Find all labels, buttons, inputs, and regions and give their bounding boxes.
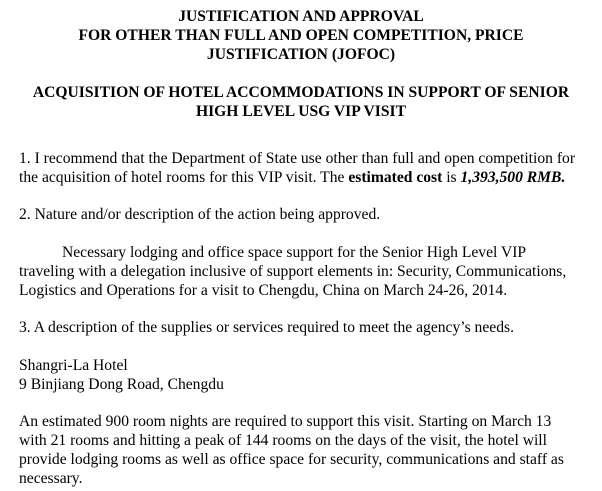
recommendation-line-1: 1. I recommend that the Department of State use other than full and open competition for: [19, 150, 576, 167]
section-2-heading: 2. Nature and/or description of the action being approved.: [19, 206, 381, 223]
body-line: necessary.: [19, 470, 83, 487]
estimated-cost-value: 1,393,500 RMB.: [460, 169, 566, 186]
subtitle-line: HIGH LEVEL USG VIP VISIT: [195, 103, 407, 120]
body-line: traveling with a delegation inclusive of support elements in: Security, Communications,: [19, 263, 567, 280]
body-line: provide lodging rooms as well as office space for security, communications and staff as: [19, 451, 564, 468]
hotel-name: Shangri-La Hotel: [19, 357, 128, 374]
body-line: An estimated 900 room nights are required to support this visit. Starting on March 13: [19, 413, 552, 430]
section-3-heading: 3. A description of the supplies or services required to meet the agency’s needs.: [19, 319, 514, 336]
title-line: JUSTIFICATION (JOFOC): [206, 46, 396, 63]
body-line: Necessary lodging and office space support for the Senior High Level VIP: [62, 244, 527, 261]
body-line: with 21 rooms and hitting a peak of 144 rooms on the days of the visit, the hotel will: [19, 432, 547, 449]
recommendation-line-2: [19, 168, 599, 187]
hotel-address: 9 Binjiang Dong Road, Chengdu: [19, 376, 224, 393]
title-line: JUSTIFICATION AND APPROVAL: [178, 8, 424, 25]
estimated-cost-label: estimated cost: [348, 169, 443, 186]
document-subtitle: [0, 83, 602, 121]
text-run: is: [442, 169, 461, 186]
document-title: [0, 7, 602, 64]
body-line: Logistics and Operations for a visit to Chengdu, China on March 24-26, 2014.: [19, 282, 508, 299]
subtitle-line: ACQUISITION OF HOTEL ACCOMMODATIONS IN SUPPORT OF SENIOR: [32, 84, 570, 101]
hotel-info: [19, 356, 599, 394]
section-2-body: [19, 243, 599, 300]
text-run: the acquisition of hotel rooms for this VIP visit. The: [19, 169, 349, 186]
title-line: FOR OTHER THAN FULL AND OPEN COMPETITION, PRICE: [78, 27, 524, 44]
section-1-recommendation: [19, 149, 599, 187]
section-3-body: [19, 412, 599, 488]
